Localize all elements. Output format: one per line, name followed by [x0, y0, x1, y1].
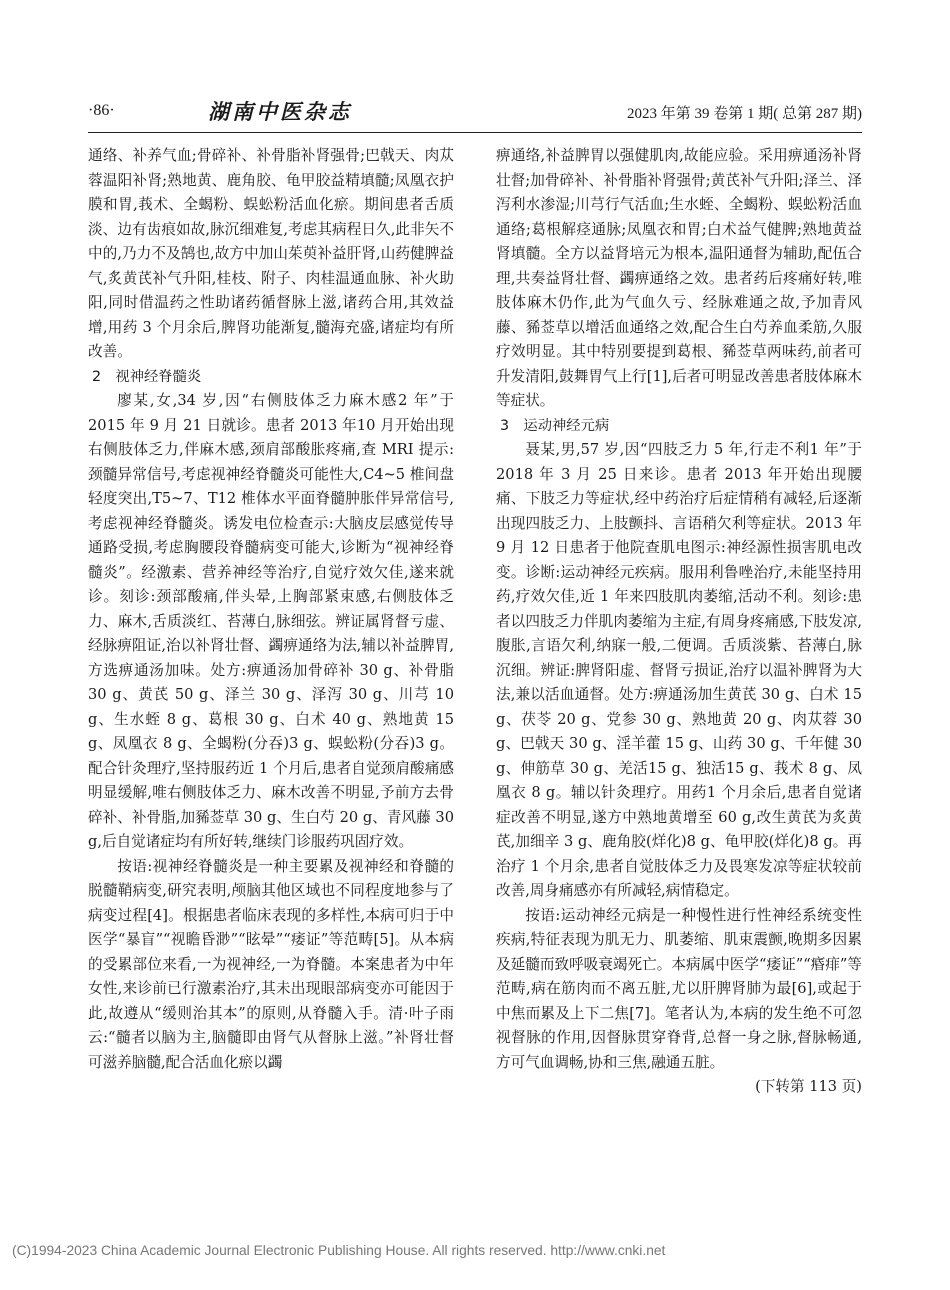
- section-heading: 2 视神经脊髓炎: [92, 368, 202, 385]
- paragraph: 廖某,女,34 岁,因“右侧肢体乏力麻木感2 年”于 2015 年 9 月 21 日就诊。患者 2013 年10 月开始出现右侧肢体乏力,伴麻木感,颈肩部酸胀疼痛,查 MRI 提示:颈髓异常信号,考虑视神经脊髓炎可能性大,C4~5 椎间盘轻度突出,T5~7、T12 椎体水平面脊髓肿胀伴异常信号,考虑视神经脊髓炎。诱发电位检查示:大脑皮层感觉传导通路受损,考虑胸腰段脊髓病变可能大,诊断为“视神经脊髓炎”。经激素、营养神经等治疗,自觉疗效欠佳,遂来就诊。刻诊:颈部酸痛,伴头晕,上胸部紧束感,右侧肢体乏力、麻木,舌质淡红、苔薄白,脉细弦。辨证属肾督亏虚、经脉痹阻证,治以补肾壮督、蠲痹通络为法,辅以补益脾胃,方选痹通汤加味。处方:痹通汤加骨碎补 30 g、补骨脂 30 g、黄芪 50 g、泽兰 30 g、泽泻 30 g、川芎 10 g、生水蛭 8 g、葛根 30 g、白术 40 g、熟地黄 15 g、凤凰衣 8 g、全蝎粉(分吞)3 g、蜈蚣粉(分吞)3 g。配合针灸理疗,坚持服药近 1 个月后,患者自觉颈肩酸痛感明显缓解,唯右侧肢体乏力、麻木改善不明显,予前方去骨碎补、补骨脂,加豨莶草 30 g、生白芍 20 g、青风藤 30 g,后自觉诸症均有所好转,继续门诊服药巩固疗效。: [88, 392, 454, 850]
- continued-note: (下转第 113 页): [755, 1078, 862, 1095]
- paragraph-continued: 通络、补养气血;骨碎补、补骨脂补肾强骨;巴戟天、肉苁蓉温阳补肾;熟地黄、鹿角胶、龟甲胶益精填髓;凤凰衣护膜和胃,莪术、全蝎粉、蜈蚣粉活血化瘀。期间患者舌质淡、边有齿痕如故,脉沉细难复,考虑其病程日久,此非矢不中的,乃力不及鹄也,故方中加山茱萸补益肝肾,山药健脾益气,炙黄芪补气升阳,桂枝、附子、肉桂温通血脉、补火助阳,同时借温药之性助诸药循督脉上滋,诸药合用,其效益增,用药 3 个月余后,脾肾功能渐复,髓海充盛,诸症均有所改善。: [88, 147, 454, 360]
- section-heading: 3 运动神经元病: [500, 417, 610, 434]
- paragraph-continued: 痹通络,补益脾胃以强健肌肉,故能应验。采用痹通汤补肾壮督;加骨碎补、补骨脂补肾强骨;黄芪补气升阳;泽兰、泽泻利水渗湿;川芎行气活血;生水蛭、全蝎粉、蜈蚣粉活血通络;葛根解痉通脉;凤凰衣和胃;白术益气健脾;熟地黄益肾填髓。全方以益肾培元为根本,温阳通督为辅助,配伍合理,共奏益肾壮督、蠲痹通络之效。患者药后疼痛好转,唯肢体麻木仍作,此为气血久亏、经脉难通之故,予加青风藤、豨莶草以增活血通络之效,配合生白芍养血柔筋,久服疗效明显。其中特别要提到葛根、豨莶草两味药,前者可升发清阳,鼓舞胃气上行[1],后者可明显改善患者肢体麻木等症状。: [496, 147, 862, 409]
- paragraph: 按语:视神经脊髓炎是一种主要累及视神经和脊髓的脱髓鞘病变,研究表明,颅脑其他区域也不同程度地参与了病变过程[4]。根据患者临床表现的多样性,本病可归于中医学“暴盲”“视瞻昏渺”“眩晕”“痿证”等范畴[5]。从本病的受累部位来看,一为视神经,一为脊髓。本案患者为中年女性,来诊前已行激素治疗,其未出现眼部病变亦可能因于此,故遵从“缓则治其本”的原则,从脊髓入手。清·叶子雨云:“髓者以脑为主,脑髓即由肾气从督脉上滋。”补肾壮督可滋养脑髓,配合活血化瘀以蠲: [88, 857, 454, 1071]
- page-number: ·86·: [88, 102, 115, 119]
- paragraph: 按语:运动神经元病是一种慢性进行性神经系统变性疾病,特征表现为肌无力、肌萎缩、肌束震颤,晚期多因累及延髓而致呼吸衰竭死亡。本病属中医学“痿证”“痻痱”等范畴,病在筋肉而不离五脏,尤以肝脾肾肺为最[6],或起于中焦而累及上下二焦[7]。笔者认为,本病的发生绝不可忽视督脉的作用,因督脉贯穿脊背,总督一身之脉,督脉畅通,方可气血调畅,协和三焦,融通五脏。: [496, 906, 862, 1071]
- right-column: [496, 144, 862, 1100]
- journal-title: 湖南中医杂志: [208, 99, 352, 124]
- header-rule: [88, 132, 862, 133]
- page-header: [88, 96, 862, 130]
- issue-info: 2023 年第 39 卷第 1 期( 总第 287 期): [627, 106, 862, 122]
- left-column: [88, 144, 454, 1075]
- copyright-footer: (C)1994-2023 China Academic Journal Electronic Publishing House. All rights reserved. http://www.cnki.net: [12, 1243, 666, 1258]
- paragraph: 聂某,男,57 岁,因“四肢乏力 5 年,行走不利1 年”于 2018 年 3 月 25 日来诊。患者 2013 年开始出现腰痛、下肢乏力等症状,经中药治疗后症情稍有减轻,后逐渐出现四肢乏力、上肢颤抖、言语稍欠利等症状。2013 年 9 月 12 日患者于他院查肌电图示:神经源性损害肌电改变。诊断:运动神经元疾病。服用利鲁唑治疗,未能坚持用药,疗效欠佳,近 1 年来四肢肌肉萎缩,活动不利。刻诊:患者以四肢乏力伴肌肉萎缩为主症,有周身疼痛感,下肢发凉,腹胀,言语欠利,纳寐一般,二便调。舌质淡紫、苔薄白,脉沉细。辨证:脾肾阳虚、督肾亏损证,治疗以温补脾肾为大法,兼以活血通督。处方:痹通汤加生黄芪 30 g、白术 15 g、茯苓 20 g、党参 30 g、熟地黄 20 g、肉苁蓉 30 g、巴戟天 30 g、淫羊藿 15 g、山药 30 g、千年健 30 g、伸筋草 30 g、羌活15 g、独活15 g、莪术 8 g、凤凰衣 8 g。辅以针灸理疗。用药1 个月余后,患者自觉诸症改善不明显,遂方中熟地黄增至 60 g,改生黄芪为炙黄芪,加细辛 3 g、鹿角胶(烊化)8 g、龟甲胶(烊化)8 g。再治疗 1 个月余,患者自觉肢体乏力及畏寒发凉等症状较前改善,周身痛感亦有所减轻,病情稳定。: [496, 441, 862, 899]
